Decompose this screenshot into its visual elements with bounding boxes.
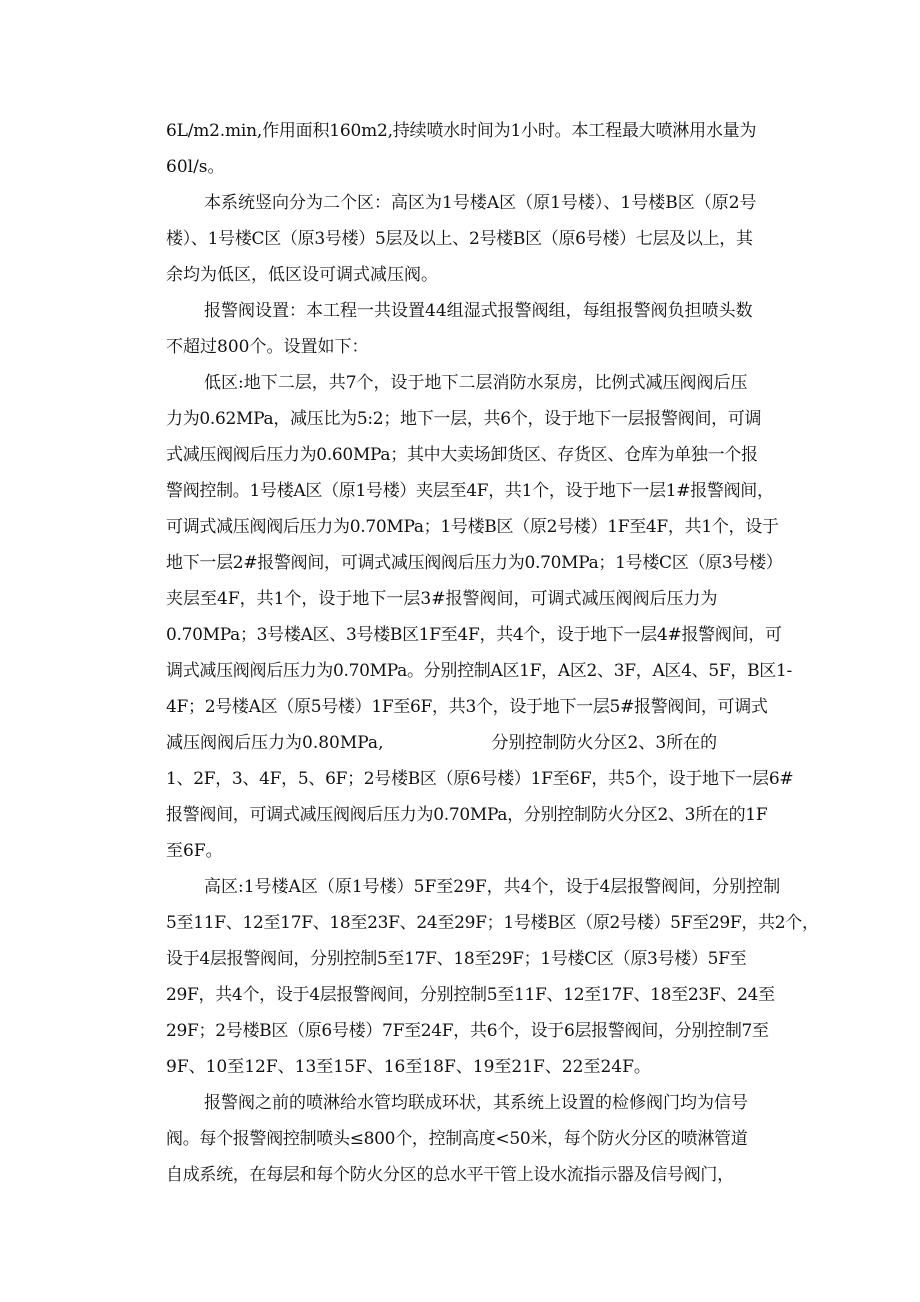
text-line: 警阀控制。1号楼A区（原1号楼）夹层至4F，共1个，设于地下一层1#报警阀间， [166,481,774,501]
text-line: 设于4层报警阀间，分别控制5至17F、18至29F；1号楼C区（原3号楼）5F至 [166,949,747,969]
text-line: 5至11F、12至17F、18至23F、24至29F；1号楼B区（原2号楼）5F至29F，共2个， [166,913,819,933]
text-line: 楼）、1号楼C区（原3号楼）5层及以上、2号楼B区（原6号楼）七层及以上，其 [166,229,753,249]
text-line: 报警阀设置：本工程一共设置44组湿式报警阀组，每组报警阀负担喷头数 [204,301,753,321]
text-line: 式减压阀阀后压力为0.60MPa；其中大卖场卸货区、存货区、仓库为单独一个报 [166,445,758,465]
text-line: 阀。每个报警阀控制喷头≤800个，控制高度<50米，每个防火分区的喷淋管道 [166,1129,748,1149]
text-line: 不超过800个。设置如下： [166,337,369,357]
text-line: 至6F。 [166,841,223,861]
text-line: 低区:地下二层，共7个，设于地下二层消防水泵房，比例式减压阀阀后压 [204,373,748,393]
text-line: 4F；2号楼A区（原5号楼）1F至6F，共3个，设于地下一层5#报警阀间，可调式 [166,697,768,717]
text-line: 60l/s。 [166,157,225,177]
text-line: 6L/m2.min,作用面积160m2,持续喷水时间为1小时。本工程最大喷淋用水量为 [166,121,757,141]
text-line: 可调式减压阀阀后压力为0.70MPa；1号楼B区（原2号楼）1F至4F，共1个，设于 [166,517,779,537]
text-line: 余均为低区，低区设可调式减压阀。 [166,265,438,285]
text-line: 0.70MPa；3号楼A区、3号楼B区1F至4F，共4个，设于地下一层4#报警阀间，可 [166,625,782,645]
text-line: 减压阀阀后压力为0.80MPa, 分别控制防火分区2、3所在的 [166,733,718,753]
text-line: 自成系统，在每层和每个防火分区的总水平干管上设水流指示器及信号阀门， [166,1165,734,1185]
text-line: 29F；2号楼B区（原6号楼）7F至24F，共6个，设于6层报警阀间，分别控制7至 [166,1021,769,1041]
text-line: 报警阀之前的喷淋给水管均联成环状，其系统上设置的检修阀门均为信号 [204,1093,748,1113]
text-line: 本系统竖向分为二个区：高区为1号楼A区（原1号楼）、1号楼B区（原2号 [204,193,757,213]
text-line: 力为0.62MPa，减压比为5:2；地下一层，共6个，设于地下一层报警阀间，可调 [166,409,762,429]
text-line: 调式减压阀阀后压力为0.70MPa。分别控制A区1F，A区2、3F，A区4、5F，B区1- [166,661,792,681]
text-line: 1、2F，3、4F，5、6F；2号楼B区（原6号楼）1F至6F，共5个，设于地下一层6# [166,769,794,789]
text-line: 高区:1号楼A区（原1号楼）5F至29F，共4个，设于4层报警阀间，分别控制 [204,877,781,897]
text-line: 地下一层2#报警阀间，可调式减压阀阀后压力为0.70MPa；1号楼C区（原3号楼） [166,553,783,573]
text-line: 报警阀间，可调式减压阀阀后压力为0.70MPa，分别控制防火分区2、3所在的1F [166,805,768,825]
text-line: 9F、10至12F、13至15F、16至18F、19至21F、22至24F。 [166,1057,651,1077]
text-line: 29F，共4个，设于4层报警阀间，分别控制5至11F、12至17F、18至23F、24至 [166,985,775,1005]
text-line: 夹层至4F，共1个，设于地下一层3#报警阀间，可调式减压阀阀后压力为 [166,589,718,609]
